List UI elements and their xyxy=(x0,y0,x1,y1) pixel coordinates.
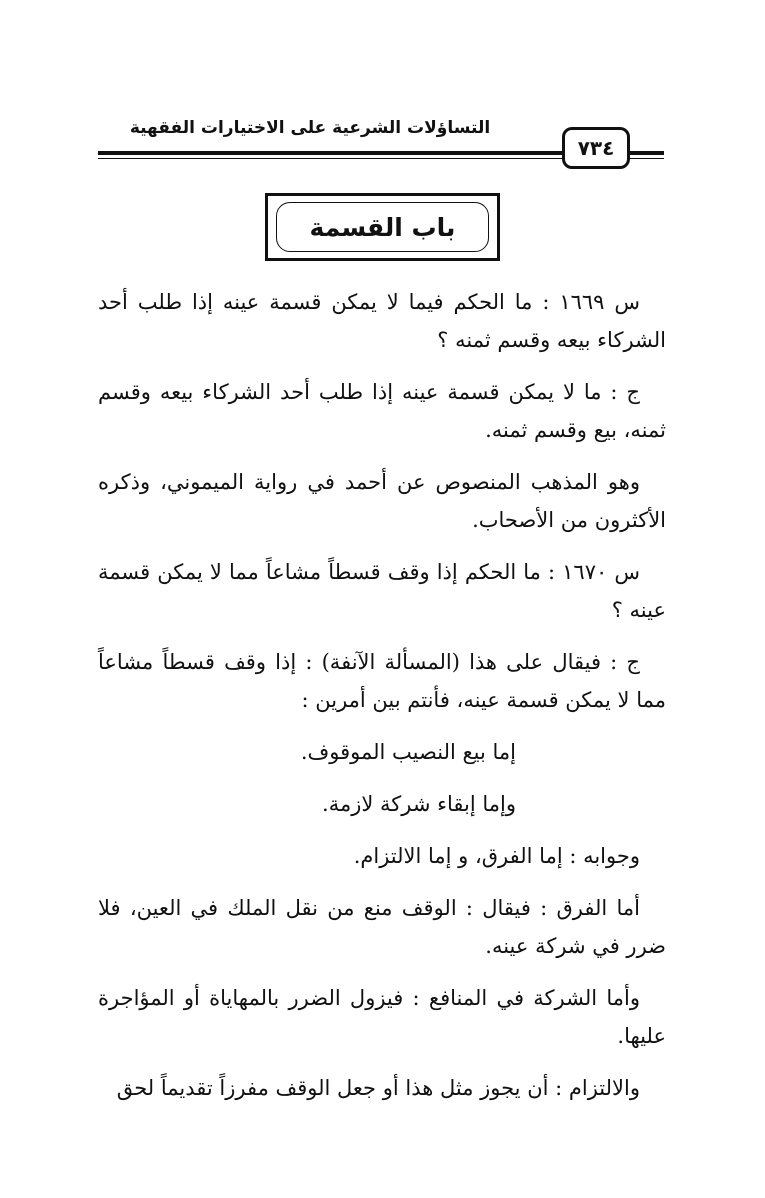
chapter-title-frame xyxy=(265,193,500,261)
body-text xyxy=(98,283,666,1121)
running-header-title: التساؤلات الشرعية على الاختيارات الفقهية xyxy=(129,118,491,138)
paragraph-partnership: وأما الشركة في المنافع : فيزول الضرر بالمهاياة أو المؤاجرة عليها. xyxy=(98,986,666,1048)
paragraph-commitment: والالتزام : أن يجوز مثل هذا أو جعل الوقف مفرزاً تقديماً لحق xyxy=(116,1076,640,1100)
question-1670: س ١٦٧٠ : ما الحكم إذا وقف قسطاً مشاعاً مما لا يمكن قسمة عينه ؟ xyxy=(98,560,666,622)
paragraph-reply: وجوابه : إما الفرق، و إما الالتزام. xyxy=(353,844,640,868)
paragraph-madhhab: وهو المذهب المنصوص عن أحمد في رواية الميموني، وذكره الأكثرون من الأصحاب. xyxy=(98,470,666,532)
option-keep: وإما إبقاء شركة لازمة. xyxy=(322,792,516,816)
page-number: ٧٣٤ xyxy=(562,127,630,169)
answer-1669: ج : ما لا يمكن قسمة عينه إذا طلب أحد الشركاء بيعه وقسم ثمنه، بيع وقسم ثمنه. xyxy=(98,380,666,442)
paragraph-difference: أما الفرق : فيقال : الوقف منع من نقل الملك في العين، فلا ضرر في شركة عينه. xyxy=(98,896,666,958)
question-1669: س ١٦٦٩ : ما الحكم فيما لا يمكن قسمة عينه إذا طلب أحد الشركاء بيعه وقسم ثمنه ؟ xyxy=(98,290,666,352)
answer-1670: ج : فيقال على هذا (المسألة الآنفة) : إذا وقف قسطاً مشاعاً مما لا يمكن قسمة عينه، فأنتم بين أمرين : xyxy=(98,650,666,712)
chapter-title: باب القسمة xyxy=(276,202,489,252)
option-sell: إما بيع النصيب الموقوف. xyxy=(300,740,516,764)
